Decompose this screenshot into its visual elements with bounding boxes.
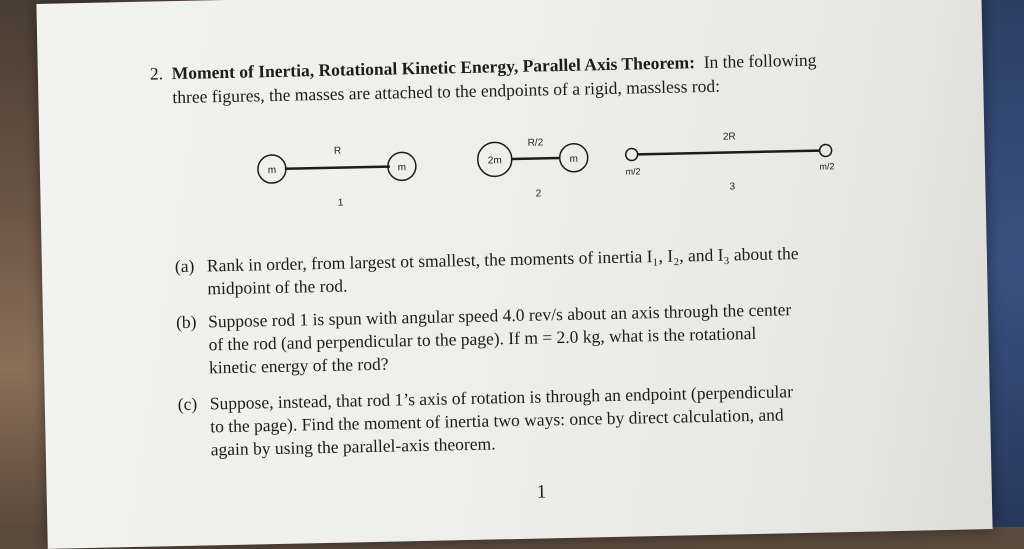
part-a-label: (a) xyxy=(174,255,195,277)
rod-3 xyxy=(625,129,835,194)
rod-1 xyxy=(257,144,416,210)
rod-2 xyxy=(477,136,588,200)
problem-title: Moment of Inertia, Rotational Kinetic Energy, Parallel Axis Theorem: xyxy=(171,52,696,84)
rod-2-length-label: R/2 xyxy=(527,137,544,149)
part-c xyxy=(177,380,795,461)
rod-1-right-mass-label: m xyxy=(397,162,407,174)
rod-1-bar xyxy=(285,167,390,169)
problem-intro: three figures, the masses are attached to the endpoints of a rigid, massless rod: xyxy=(172,75,721,108)
rod-3-left-mass-label: m/2 xyxy=(625,166,641,177)
part-b-label: (b) xyxy=(175,311,197,333)
part-a-line-2: midpoint of the rod. xyxy=(207,275,348,299)
paper-sheet xyxy=(36,0,992,549)
rod-2-bar xyxy=(512,158,560,159)
part-b-line-1: Suppose rod 1 is spun with angular speed 4.0 rev/s about an axis through the center xyxy=(207,299,792,332)
part-c-line-2: to the page). Find the moment of inertia two ways: once by direct calculation, and xyxy=(210,404,784,437)
problem-title-tail: In the following xyxy=(703,49,817,72)
rod-3-length-label: 2R xyxy=(722,131,736,143)
part-c-line-3: again by using the parallel-axis theorem. xyxy=(210,433,496,460)
part-c-label: (c) xyxy=(177,393,198,415)
part-b xyxy=(175,298,793,379)
rod-1-length-label: R xyxy=(333,145,342,157)
page-number: 1 xyxy=(536,481,547,503)
part-a-line-1: Rank in order, from largest ot smallest, the moments of inertia I₁, I₂, and I₃ about the xyxy=(206,243,799,276)
rod-2-right-mass-label: m xyxy=(569,153,579,165)
rod-1-number: 1 xyxy=(337,197,344,209)
part-b-line-2: of the rod (and perpendicular to the page). If m = 2.0 kg, what is the rotational xyxy=(208,322,757,355)
rod-3-right-mass-label: m/2 xyxy=(819,161,835,172)
rod-3-right-mass xyxy=(820,144,832,156)
rod-3-bar xyxy=(638,151,820,155)
rod-3-left-mass xyxy=(626,148,638,160)
part-c-line-1: Suppose, instead, that rod 1’s axis of rotation is through an endpoint (perpendicular xyxy=(209,381,794,414)
part-b-line-3: kinetic energy of the rod? xyxy=(208,353,389,378)
rod-1-left-mass-label: m xyxy=(267,164,277,177)
rod-3-number: 3 xyxy=(729,181,736,193)
rod-2-left-mass-label: 2m xyxy=(487,155,502,167)
rod-2-number: 2 xyxy=(535,188,542,200)
problem-number: 2. xyxy=(149,63,164,84)
